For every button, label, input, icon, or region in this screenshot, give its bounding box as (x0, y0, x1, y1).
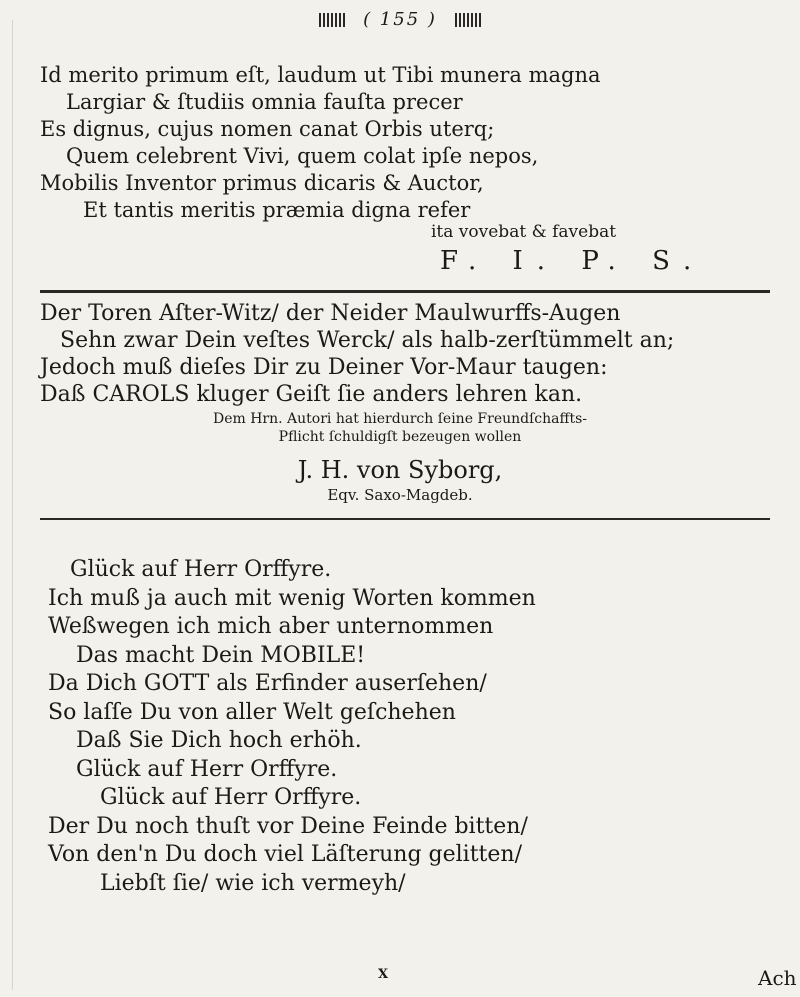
dedication-line: Dem Hrn. Autori hat hierdurch ſeine Freundſchaffts- (212, 411, 587, 427)
divider (40, 518, 770, 520)
divider (40, 290, 770, 293)
final-poem-line: Daß Sie Dich hoch erhöh. (76, 728, 362, 753)
final-poem-line: Glück auf Herr Orffyre. (76, 756, 338, 782)
latin-line: Et tantis meritis præmia digna refer (83, 198, 471, 222)
final-poem-line: Von den'n Du doch viel Läſterung gelitten/ (48, 842, 522, 867)
latin-line: Quem celebrent Vivi, quem colat ipſe nepos, (66, 144, 539, 168)
final-poem-line: Glück auf Herr Orffyre. (100, 785, 362, 810)
ornament-icon (455, 13, 481, 27)
dedication-line: Pflicht ſchuldigſt bezeugen wollen (278, 429, 522, 445)
latin-motto: ita vovebat & favebat (431, 222, 617, 242)
final-poem-line: Ich muß ja auch mit wenig Worten kommen (48, 585, 536, 611)
german-line: Daß CAROLS kluger Geiſt ſie anders lehren kan. (40, 382, 583, 407)
final-poem-line: Der Du noch thuſt vor Deine Feinde bitten/ (48, 813, 528, 839)
dedication (0, 410, 800, 446)
signatory-title: Eqv. Saxo-Magdeb. (327, 486, 473, 504)
final-poem-line: Glück auf Herr Orffyre. (70, 557, 332, 582)
latin-line: Largiar & ſtudiis omnia fauſta precer (66, 90, 463, 114)
german-line: Jedoch muß dieſes Dir zu Deiner Vor-Maur taugen: (40, 355, 608, 380)
latin-line: Mobilis Inventor primus dicaris & Auctor, (40, 171, 484, 195)
final-poem-line: Das macht Dein MOBILE! (76, 642, 366, 668)
ornament-icon (319, 13, 345, 27)
page-number: ( 155 ) (363, 9, 437, 30)
latin-line: Id merito primum eſt, laudum ut Tibi munera magna (40, 63, 601, 87)
latin-line: Es dignus, cujus nomen canat Orbis uterq; (40, 117, 495, 141)
german-line: Sehn zwar Dein veſtes Werck/ als halb-zerſtümmelt an; (60, 328, 675, 353)
final-poem (48, 556, 536, 898)
final-poem-line: Weßwegen ich mich aber unternommen (48, 614, 494, 639)
signatory-name: J. H. von Syborg, (297, 456, 503, 484)
latin-initials: F. I. P. S. (440, 246, 706, 276)
final-poem-line: Da Dich GOTT als Erfinder auserſehen/ (48, 671, 487, 696)
page-header (0, 6, 800, 30)
final-poem-line: Liebſt ſie/ wie ich vermeyh/ (100, 870, 406, 896)
signature-mark: X (378, 967, 389, 982)
german-poem (40, 300, 674, 408)
catchword: Ach (758, 966, 797, 990)
final-poem-line: So laſſe Du von aller Welt geſchehen (48, 699, 456, 725)
german-line: Der Toren Aſter-Witz/ der Neider Maulwurffs-Augen (40, 301, 621, 326)
latin-poem (40, 62, 760, 224)
